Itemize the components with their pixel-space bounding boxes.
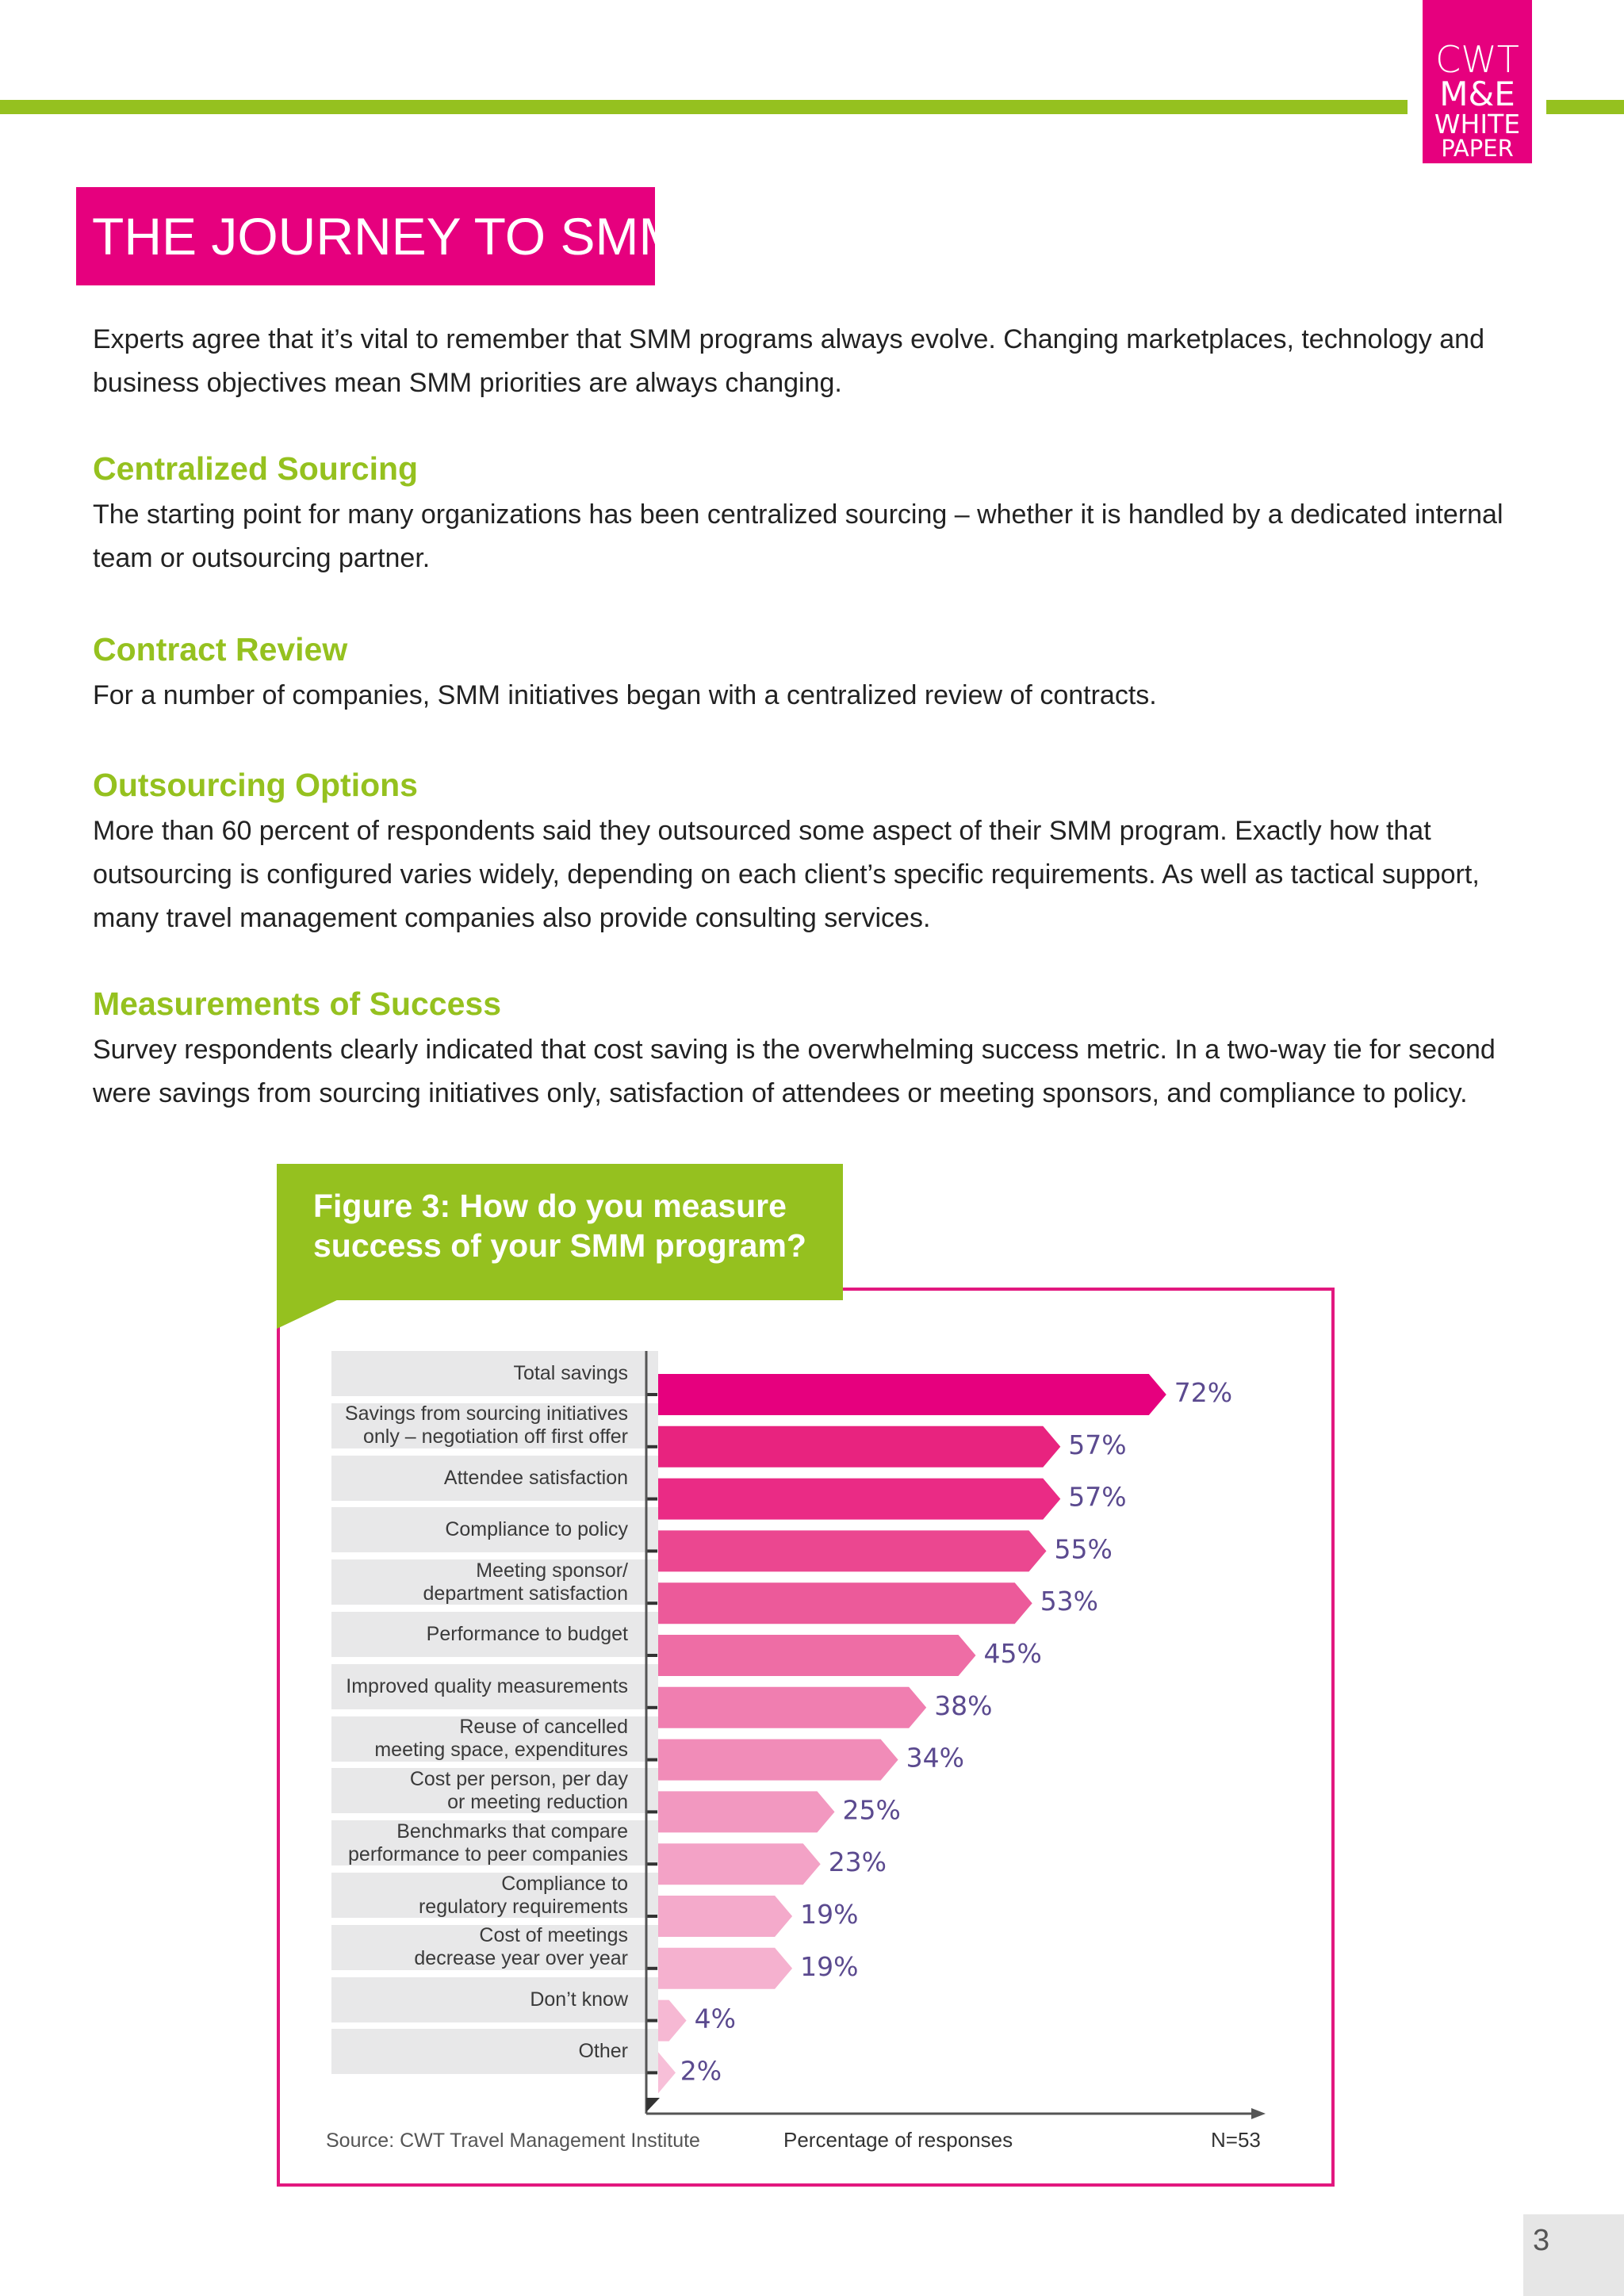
axis-tick — [646, 1654, 657, 1657]
bar — [658, 2052, 676, 2093]
bar — [658, 1843, 821, 1885]
bar — [658, 1582, 1032, 1624]
heading-outsourcing-options: Outsourcing Options — [93, 767, 418, 803]
bar — [658, 1374, 1166, 1415]
axis-tick — [646, 1758, 657, 1762]
body-contract-review: For a number of companies, SMM initiatives began with a centralized review of contracts. — [93, 680, 1157, 710]
x-axis-label: Percentage of responses — [783, 2128, 1013, 2152]
badge-line-2: M&E — [1439, 75, 1515, 113]
heading-measurements-of-success: Measurements of Success — [93, 985, 502, 1022]
axis-tick — [646, 1706, 657, 1709]
category-label-line: only – negotiation off first offer — [362, 1425, 628, 1448]
body-outsourcing-options: More than 60 percent of respondents said they outsourced some aspect of their SMM program. Exactly how that outsourcing is configured varies widely, depending on each client’s specific requirements. As well as tactical support, many travel management companies also provide consulting services. — [93, 816, 1480, 933]
axis-tick — [646, 1393, 657, 1396]
category-label-line: performance to peer companies — [348, 1843, 628, 1866]
category-label-line: Meeting sponsor/ — [476, 1559, 628, 1582]
category-label-line: or meeting reduction — [447, 1790, 628, 1813]
value-label: 57% — [1068, 1481, 1127, 1513]
badge-line-1: CWT — [1435, 38, 1519, 81]
value-label: 34% — [906, 1742, 964, 1774]
category-label-line: Don’t know — [530, 1988, 628, 2011]
axis-tick — [646, 2019, 657, 2022]
value-label: 45% — [983, 1638, 1042, 1669]
axis-tick — [646, 1498, 657, 1501]
heading-centralized-sourcing: Centralized Sourcing — [93, 450, 419, 487]
category-label-line: Improved quality measurements — [346, 1674, 628, 1697]
bar — [658, 1426, 1060, 1468]
value-label: 57% — [1068, 1429, 1127, 1460]
category-label-line: Performance to budget — [426, 1623, 628, 1645]
axis-corner — [646, 2098, 660, 2112]
figure-source: Source: CWT Travel Management Institute — [326, 2130, 700, 2152]
category-label-line: Cost per person, per day — [409, 1767, 628, 1790]
category-label-line: regulatory requirements — [418, 1895, 628, 1918]
axis-tick — [646, 1967, 657, 1970]
value-label: 72% — [1174, 1377, 1233, 1408]
sample-size: N=53 — [1211, 2128, 1261, 2152]
intro-paragraph: Experts agree that it’s vital to remember that SMM programs always evolve. Changing marketplaces, technology and business objectives mean SMM priorities are always changing. — [93, 324, 1484, 398]
category-label-line: Compliance to policy — [445, 1518, 628, 1541]
value-label: 23% — [828, 1846, 887, 1878]
axis-tick — [646, 1915, 657, 1918]
value-label: 19% — [800, 1899, 859, 1930]
bar — [658, 1791, 835, 1832]
axis-tick — [646, 1862, 657, 1866]
bar — [658, 1739, 898, 1781]
category-label-line: Cost of meetings — [479, 1924, 628, 1947]
badge-line-3: WHITE — [1434, 109, 1521, 140]
category-label-line: department satisfaction — [423, 1582, 628, 1605]
badge-line-4: PAPER — [1441, 135, 1514, 162]
value-label: 25% — [842, 1794, 901, 1826]
value-label: 38% — [934, 1689, 993, 1721]
axis-tick — [646, 1810, 657, 1813]
category-label-line: Savings from sourcing initiatives — [344, 1402, 628, 1425]
bar — [658, 1479, 1060, 1520]
axis-tick — [646, 2071, 657, 2074]
value-label: 19% — [800, 1950, 859, 1982]
axis-tick — [646, 1549, 657, 1552]
bar — [658, 1948, 792, 1989]
page-number: 3 — [1523, 2214, 1624, 2296]
value-label: 2% — [680, 2055, 722, 2087]
bar — [658, 1687, 926, 1728]
axis-tick — [646, 1445, 657, 1448]
category-label-line: Total savings — [513, 1362, 628, 1384]
value-label: 4% — [694, 2003, 736, 2034]
bar — [658, 1635, 976, 1676]
category-label-line: Other — [578, 2040, 628, 2063]
bar — [658, 1530, 1047, 1571]
value-label: 55% — [1054, 1533, 1113, 1565]
bar — [658, 2000, 687, 2042]
category-label-line: Attendee satisfaction — [443, 1466, 628, 1489]
category-label-line: meeting space, expenditures — [374, 1739, 628, 1762]
page-title: THE JOURNEY TO SMM — [76, 187, 655, 285]
category-label-line: decrease year over year — [414, 1947, 628, 1970]
figure-title-line-1: Figure 3: How do you measure — [313, 1188, 787, 1224]
body-centralized-sourcing: The starting point for many organizations has been centralized sourcing – whether it is handled by a dedicated internal team or outsourcing partner. — [93, 499, 1503, 573]
value-label: 53% — [1040, 1586, 1099, 1617]
bar — [658, 1896, 792, 1937]
category-label-line: Benchmarks that compare — [396, 1820, 628, 1843]
body-measurements-of-success: Survey respondents clearly indicated that cost saving is the overwhelming success metric. In a two-way tie for second were savings from sourcing initiatives only, satisfaction of attendees or meeting sponsors, and compliance to policy. — [93, 1035, 1496, 1108]
x-axis-arrow — [1251, 2108, 1266, 2119]
figure-title-line-2: success of your SMM program? — [313, 1227, 806, 1264]
axis-tick — [646, 1601, 657, 1605]
category-label-line: Reuse of cancelled — [459, 1716, 628, 1739]
category-label-line: Compliance to — [501, 1872, 628, 1895]
heading-contract-review: Contract Review — [93, 631, 348, 668]
